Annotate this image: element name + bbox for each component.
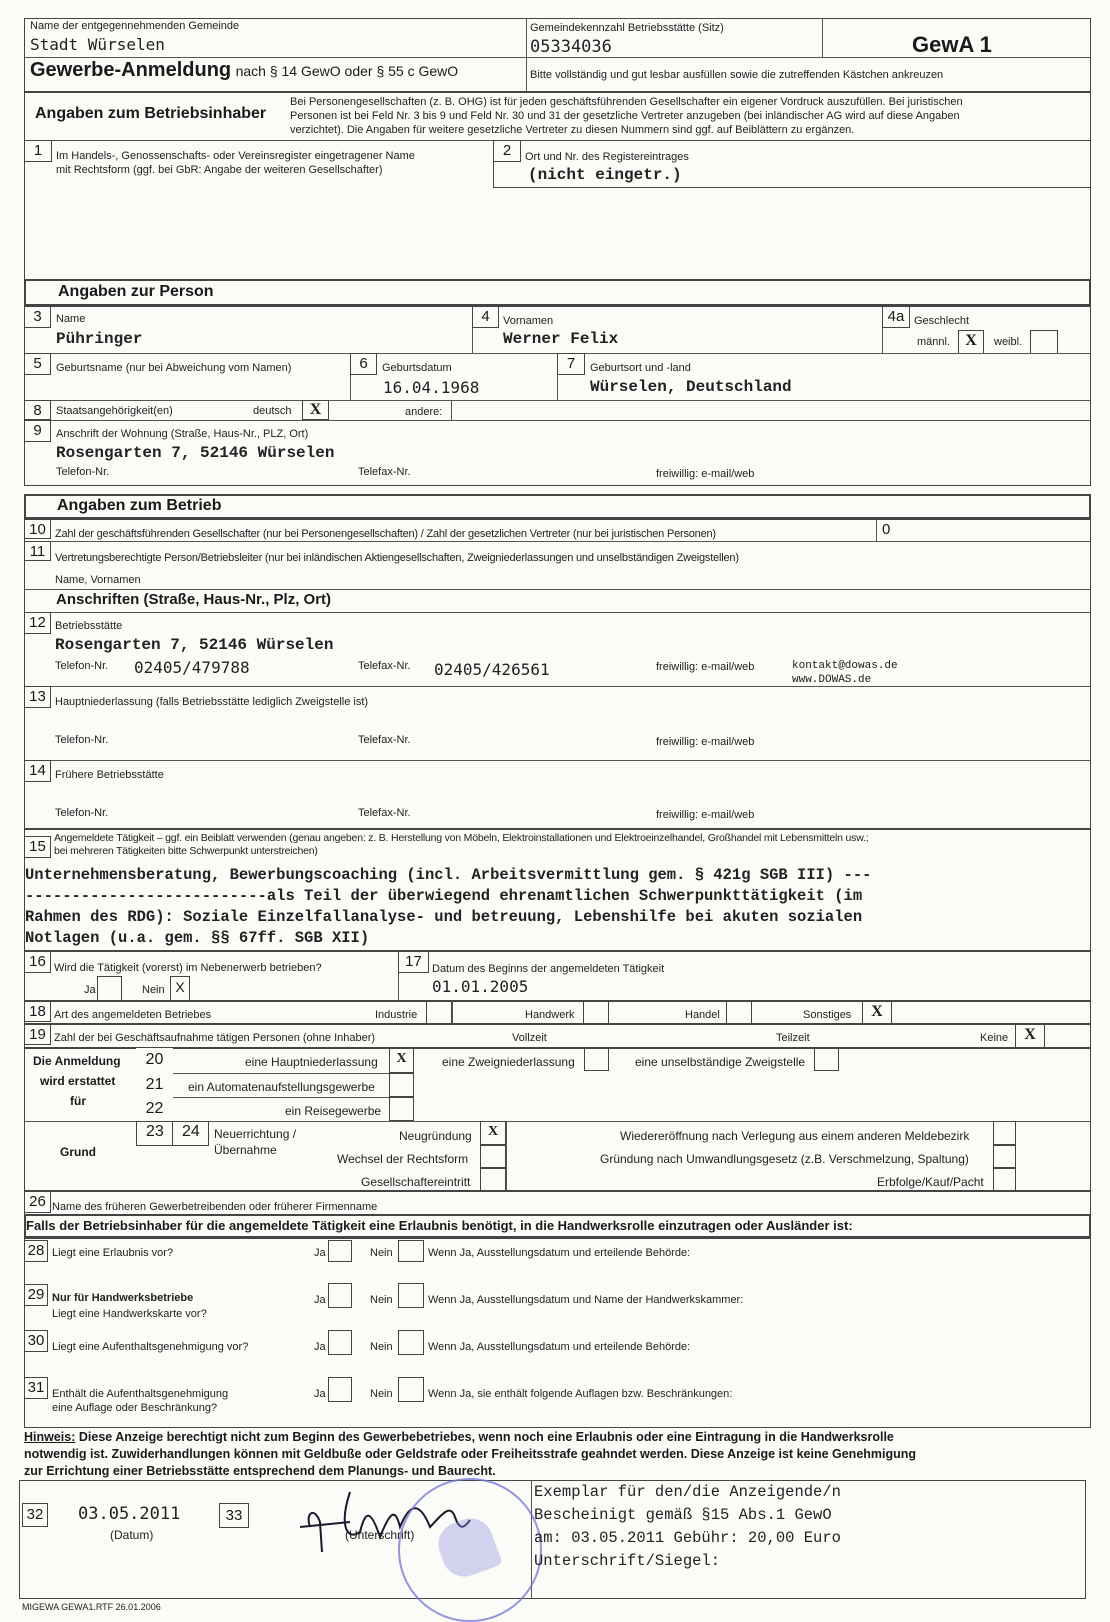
erbfolge-checkbox[interactable] — [993, 1168, 1016, 1191]
f30-label: Liegt eine Aufenthaltsgenehmigung vor? — [52, 1341, 249, 1353]
field-number: 7 — [557, 353, 585, 375]
f21-label: ein Automatenaufstellungsgewerbe — [188, 1080, 375, 1094]
vollzeit-label: Vollzeit — [512, 1032, 547, 1044]
field-number: 31 — [24, 1377, 48, 1399]
certification-line-2: Bescheinigt gemäß §15 Abs.1 GewO — [534, 1506, 832, 1524]
f30-nein-checkbox[interactable] — [398, 1330, 424, 1355]
divider — [451, 400, 452, 420]
field-number: 32 — [22, 1503, 48, 1527]
f31-label-1: Enthält die Aufenthaltsgenehmigung — [52, 1388, 229, 1400]
divider — [24, 541, 1091, 542]
field-number: 19 — [24, 1024, 51, 1045]
email-web-label: freiwillig: e-mail/web — [656, 809, 755, 821]
f5-label: Geburtsname (nur bei Abweichung vom Namen) — [56, 362, 292, 374]
email-web-label: freiwillig: e-mail/web — [656, 736, 755, 748]
field-number: 18 — [24, 1001, 51, 1022]
f11-sub-label: Name, Vornamen — [55, 574, 141, 586]
divider — [452, 1001, 453, 1024]
field-number: 4 — [472, 306, 499, 328]
fax-label: Telefax-Nr. — [358, 807, 411, 819]
field-number: 28 — [24, 1240, 48, 1262]
teilzeit-label: Teilzeit — [776, 1032, 810, 1044]
hauptniederlassung-checkbox[interactable]: X — [389, 1048, 414, 1073]
f29-ja-checkbox[interactable] — [328, 1283, 352, 1308]
nein-label: Nein — [370, 1388, 393, 1400]
erbfolge-label: Erbfolge/Kauf/Pacht — [877, 1175, 984, 1189]
home-address-field[interactable]: Rosengarten 7, 52146 Würselen — [56, 444, 335, 462]
field-number: 13 — [24, 686, 51, 708]
title: Gewerbe-Anmeldung — [30, 59, 232, 81]
teilzeit-field[interactable] — [820, 1026, 970, 1046]
f26-label: Name des früheren Gewerbetreibenden oder früherer Firmenname — [52, 1201, 378, 1213]
business-address-field[interactable]: Rosengarten 7, 52146 Würselen — [55, 636, 334, 654]
birth-place-field[interactable]: Würselen, Deutschland — [590, 378, 792, 396]
handwerk-label: Handwerk — [525, 1009, 575, 1021]
f15-label-1: Angemeldete Tätigkeit – ggf. ein Beiblatt verwenden (genau angeben: z. B. Herstellung von Möbeln, Elektroinstallationen und Elektroeinzelhandel, Großhandel mit Lebensmitteln usw.; — [54, 832, 869, 844]
field-number: 30 — [24, 1330, 48, 1352]
divider — [24, 420, 1091, 421]
wiedereroeffnung-label: Wiedereröffnung nach Verlegung aus einem anderen Meldebezirk — [620, 1129, 970, 1143]
nein-label: Nein — [370, 1294, 393, 1306]
fax-label: Telefax-Nr. — [358, 466, 411, 478]
keine-checkbox[interactable]: X — [1015, 1024, 1045, 1048]
inhaber-note-3: verzichtet). Die Angaben für weitere gesetzliche Vertreter zu diesen Nummern sind ggf. auf Beiblättern zu ergänzen. — [290, 124, 855, 136]
erlaubnis-heading: Falls der Betriebsinhaber für die angemeldete Tätigkeit eine Erlaubnis benötigt, in die Handwerksrolle einzutragen oder Ausländer ist: — [26, 1218, 853, 1233]
f28-hint: Wenn Ja, Ausstellungsdatum und erteilende Behörde: — [428, 1247, 691, 1259]
divider — [136, 1097, 414, 1098]
sonstiges-checkbox[interactable]: X — [862, 1001, 892, 1024]
form-id: GewA 1 — [912, 32, 992, 57]
birth-date-field[interactable]: 16.04.1968 — [383, 378, 480, 397]
divider — [24, 686, 1091, 687]
nebenerwerb-nein-checkbox[interactable]: X — [170, 976, 190, 1001]
keine-label: Keine — [980, 1032, 1009, 1044]
ja-label: Ja — [314, 1247, 326, 1259]
field-number: 10 — [24, 519, 51, 539]
f14-label: Frühere Betriebsstätte — [55, 769, 164, 781]
field-number: 9 — [24, 420, 51, 442]
deutsch-label: deutsch — [253, 405, 292, 417]
nein-label: Nein — [142, 984, 165, 996]
gemeinde-label: Name der entgegennehmenden Gemeinde — [30, 20, 240, 32]
field-number: 17 — [398, 951, 429, 973]
nein-label: Nein — [370, 1247, 393, 1259]
instruction-text: Bitte vollständig und gut lesbar ausfüllen sowie die zutreffenden Kästchen ankreuzen — [530, 69, 944, 81]
field-number: 14 — [24, 760, 51, 782]
field-number: 26 — [24, 1191, 51, 1213]
automaten-checkbox[interactable] — [389, 1073, 414, 1097]
f2-label: Ort und Nr. des Registereintrages — [525, 151, 689, 163]
eintritt-label: Gesellschaftereintritt — [361, 1175, 471, 1189]
f4a-label: Geschlecht — [914, 315, 970, 327]
neugruendung-checkbox[interactable]: X — [480, 1121, 506, 1145]
hinweis-line-1 — [24, 1430, 894, 1444]
field-number: 29 — [24, 1284, 48, 1306]
anmeldung-label-3: für — [70, 1094, 86, 1108]
phone-label: Telefon-Nr. — [55, 734, 109, 746]
form-code: MIGEWA GEWA1.RTF 26.01.2006 — [22, 1602, 161, 1612]
field-number: 33 — [219, 1503, 249, 1528]
field-number: 21 — [136, 1073, 173, 1097]
wechsel-label: Wechsel der Rechtsform — [337, 1152, 469, 1166]
signature-label: (Unterschrift) — [345, 1528, 415, 1542]
wiedereroeffnung-checkbox[interactable] — [993, 1121, 1016, 1145]
f8-label: Staatsangehörigkeit(en) — [56, 405, 173, 417]
ja-label: Ja — [314, 1294, 326, 1306]
field-number: 24 — [182, 1123, 200, 1140]
gesellschafter-count-field[interactable]: 0 — [882, 521, 891, 538]
deutsch-checkbox[interactable]: X — [302, 400, 329, 420]
start-date-field[interactable]: 01.01.2005 — [432, 977, 529, 996]
ja-label: Ja — [314, 1341, 326, 1353]
female-label: weibl. — [994, 336, 1023, 348]
first-names-field[interactable]: Werner Felix — [503, 330, 619, 348]
f22-label: ein Reisegewerbe — [285, 1104, 382, 1118]
handel-label: Handel — [685, 1009, 720, 1021]
f15-label-2: bei mehreren Tätigkeiten bitte Schwerpunkt unterstreichen) — [54, 845, 318, 857]
kennzahl-label: Gemeindekennzahl Betriebsstätte (Sitz) — [530, 22, 724, 34]
sonstiges-label: Sonstiges — [803, 1009, 852, 1021]
official-stamp-icon — [398, 1478, 542, 1622]
divider — [876, 519, 877, 541]
f11-label: Vertretungsberechtigte Person/Betriebsleiter (nur bei inländischen Aktiengesellschaften, Zweigniederlassungen und unselbständigen Zweigstellen) — [55, 552, 739, 564]
f18-label: Art des angemeldeten Betriebes — [54, 1009, 212, 1021]
title-suffix: nach § 14 GewO oder § 55 c GewO — [235, 63, 459, 79]
divider — [506, 1121, 507, 1191]
f20-label: eine Hauptniederlassung — [245, 1055, 378, 1069]
eintritt-checkbox[interactable] — [480, 1168, 506, 1191]
field-number: 22 — [136, 1097, 173, 1121]
anmeldung-label-1: Die Anmeldung — [33, 1054, 121, 1068]
field-number: 6 — [350, 353, 377, 375]
f16-label: Wird die Tätigkeit (vorerst) im Nebenerwerb betrieben? — [54, 962, 322, 974]
ja-label: Ja — [84, 984, 96, 996]
f3-label: Name — [56, 313, 86, 325]
field-number: 23 — [146, 1123, 164, 1140]
date-label: (Datum) — [110, 1528, 154, 1542]
business-fax-field[interactable]: 02405/426561 — [434, 660, 550, 679]
f29-label-2: Liegt eine Handwerkskarte vor? — [52, 1308, 207, 1320]
f29-nein-checkbox[interactable] — [398, 1283, 424, 1308]
andere-label: andere: — [405, 406, 443, 418]
industrie-checkbox[interactable] — [426, 1001, 452, 1024]
f28-nein-checkbox[interactable] — [398, 1240, 424, 1262]
f29-hint: Wenn Ja, Ausstellungsdatum und Name der Handwerkskammer: — [428, 1294, 744, 1306]
field-number: 16 — [24, 951, 51, 973]
field-number: 12 — [24, 612, 51, 634]
male-label: männl. — [917, 336, 951, 348]
anschriften-heading: Anschriften (Straße, Haus-Nr., Plz, Ort) — [56, 591, 332, 608]
f4-label: Vornamen — [503, 315, 554, 327]
phone-label: Telefon-Nr. — [56, 466, 110, 478]
inhaber-heading: Angaben zum Betriebsinhaber — [35, 105, 267, 122]
f30-ja-checkbox[interactable] — [328, 1330, 352, 1355]
handel-checkbox[interactable] — [726, 1001, 752, 1024]
email-web-label: freiwillig: e-mail/web — [656, 468, 755, 480]
f28-label: Liegt eine Erlaubnis vor? — [52, 1247, 174, 1259]
field-number: 15 — [24, 836, 51, 858]
f13-label: Hauptniederlassung (falls Betriebsstätte lediglich Zweigstelle ist) — [55, 696, 369, 708]
industrie-label: Industrie — [375, 1009, 418, 1021]
grund-label: Grund — [60, 1145, 96, 1159]
hinweis-text-1: Diese Anzeige berechtigt nicht zum Beginn des Gewerbebetriebes, wenn noch eine Erlaubnis oder eine Eintragung in die Handwerksrolle — [75, 1430, 894, 1444]
nein-label: Nein — [370, 1341, 393, 1353]
business-phone-field[interactable]: 02405/479788 — [134, 658, 250, 677]
certification-line-1: Exemplar für den/die Anzeigende/n — [534, 1483, 841, 1501]
business-web-field[interactable]: www.DOWAS.de — [792, 674, 872, 686]
f29-label-1: Nur für Handwerksbetriebe — [52, 1292, 194, 1304]
divider — [24, 612, 1091, 613]
field-number: 2 — [493, 140, 521, 162]
date-field[interactable]: 03.05.2011 — [78, 1504, 181, 1524]
f31-ja-checkbox[interactable] — [328, 1377, 352, 1402]
fax-label: Telefax-Nr. — [358, 734, 411, 746]
f31-label-2: eine Auflage oder Beschränkung? — [52, 1402, 218, 1414]
field-number: 20 — [136, 1048, 173, 1073]
field-number: 5 — [24, 353, 51, 375]
anmeldung-label-2: wird erstattet — [40, 1074, 116, 1088]
divider — [526, 18, 527, 92]
divider — [24, 589, 1091, 590]
inhaber-note-1: Bei Personengesellschaften (z. B. OHG) ist für jeden geschäftsführenden Gesellschafter ein eigener Vordruck auszufüllen. Bei juristischen — [290, 96, 963, 108]
f10-label: Zahl der geschäftsführenden Gesellschafter (nur bei Personengesellschaften) / Zahl der gesetzlichen Vertreter (nur bei juristischen Personen) — [55, 528, 716, 540]
vollzeit-field[interactable] — [560, 1026, 740, 1046]
f6-label: Geburtsdatum — [382, 362, 452, 374]
person-heading: Angaben zur Person — [58, 283, 214, 300]
unselbstaendig-checkbox[interactable] — [814, 1048, 839, 1071]
register-location-field[interactable]: (nicht eingetr.) — [528, 166, 682, 184]
f1-label-1: Im Handels-, Genossenschafts- oder Vereinsregister eingetragener Name — [56, 150, 415, 162]
field-number: 11 — [24, 541, 51, 561]
hinweis-line-2: notwendig ist. Zuwiderhandlungen können mit Geldbuße oder Geldstrafe oder Freiheitsstrafe geahndet werden. Diese Anzeige ist keine Genehmigung — [24, 1447, 917, 1461]
divider — [822, 18, 823, 58]
f28-ja-checkbox[interactable] — [328, 1240, 352, 1262]
hinweis-prefix: Hinweis: — [24, 1430, 76, 1444]
activity-line-2[interactable]: --------------------------als Teil der überwiegend ehrenamtlichen Schwerpunkttätigkeit (im — [25, 887, 863, 905]
email-web-label: freiwillig: e-mail/web — [656, 661, 755, 673]
f31-nein-checkbox[interactable] — [398, 1377, 424, 1402]
neuerrichtung-label-2: Übernahme — [214, 1143, 277, 1157]
betrieb-heading: Angaben zum Betrieb — [57, 497, 222, 514]
field-number: 4a — [882, 306, 910, 328]
certification-line-3: am: 03.05.2011 Gebühr: 20,00 Euro — [534, 1529, 841, 1547]
anmeldung-frame — [24, 1048, 1091, 1191]
female-checkbox[interactable] — [1030, 330, 1058, 354]
reisegewerbe-checkbox[interactable] — [389, 1097, 414, 1121]
business-email-field[interactable]: kontakt@dowas.de — [792, 660, 898, 672]
neuerrichtung-label-1: Neuerrichtung / — [214, 1127, 297, 1141]
hinweis-line-3: zur Errichtung einer Betriebsstätte entsprechend dem Planungs- und Baurecht. — [24, 1464, 496, 1478]
wechsel-checkbox[interactable] — [480, 1145, 506, 1168]
umwandlung-checkbox[interactable] — [993, 1145, 1016, 1168]
f19-label: Zahl der bei Geschäftsaufnahme tätigen Personen (ohne Inhaber) — [54, 1032, 376, 1044]
gemeinde-field[interactable]: Stadt Würselen — [30, 35, 165, 54]
male-checkbox[interactable]: X — [958, 330, 984, 354]
inhaber-note-2: Personen ist bei Feld Nr. 3 bis 9 und Feld Nr. 30 und 31 der gesetzliche Vertreter anzugeben (bei inländischer AG wird auf diese Angaben — [290, 110, 960, 122]
f1-label-2: mit Rechtsform (ggf. bei GbR: Angabe der weiteren Gesellschafter) — [56, 164, 383, 176]
phone-label: Telefon-Nr. — [55, 807, 109, 819]
f12-label: Betriebsstätte — [55, 620, 123, 632]
field-number: 1 — [24, 140, 52, 162]
neugruendung-label: Neugründung — [399, 1129, 472, 1143]
surname-field[interactable]: Pühringer — [56, 330, 143, 348]
kennzahl-field[interactable]: 05334036 — [530, 37, 612, 57]
zweigniederlassung-checkbox[interactable] — [584, 1048, 609, 1071]
fax-label: Telefax-Nr. — [358, 660, 411, 672]
phone-label: Telefon-Nr. — [55, 660, 109, 672]
activity-line-3[interactable]: Rahmen des RDG): Soziale Einzelfallanalyse- und betreuung, Lebenshilfe bei akuten sozialen — [25, 908, 863, 926]
f7-label: Geburtsort und -land — [590, 362, 691, 374]
f30-hint: Wenn Ja, Ausstellungsdatum und erteilende Behörde: — [428, 1341, 691, 1353]
umwandlung-label: Gründung nach Umwandlungsgesetz (z.B. Verschmelzung, Spaltung) — [600, 1152, 969, 1166]
field-number: 8 — [24, 400, 51, 420]
f9-label: Anschrift der Wohnung (Straße, Haus-Nr., PLZ, Ort) — [56, 428, 309, 440]
f31-hint: Wenn Ja, sie enthält folgende Auflagen bzw. Beschränkungen: — [428, 1388, 733, 1400]
handwerk-checkbox[interactable] — [583, 1001, 609, 1024]
other-nationality-field[interactable] — [455, 401, 1085, 419]
activity-line-4[interactable]: Notlagen (u.a. gem. §§ 67ff. SGB XII) — [25, 929, 370, 947]
page-title — [30, 59, 458, 82]
activity-line-1[interactable]: Unternehmensberatung, Bewerbungscoaching (incl. Arbeitsvermittlung gem. § 421g SGB III) --- — [25, 866, 872, 884]
f17-label: Datum des Beginns der angemeldeten Tätigkeit — [432, 963, 665, 975]
ja-label: Ja — [314, 1388, 326, 1400]
unselbstaendig-label: eine unselbständige Zweigstelle — [635, 1055, 806, 1069]
certification-line-4: Unterschrift/Siegel: — [534, 1552, 721, 1570]
registered-name-field[interactable] — [56, 185, 486, 265]
birth-name-field[interactable] — [56, 378, 346, 400]
zweigniederlassung-label: eine Zweigniederlassung — [442, 1055, 575, 1069]
field-number: 3 — [24, 306, 51, 328]
divider — [24, 760, 1091, 761]
divider — [136, 1073, 414, 1074]
nebenerwerb-ja-checkbox[interactable] — [97, 976, 122, 1001]
